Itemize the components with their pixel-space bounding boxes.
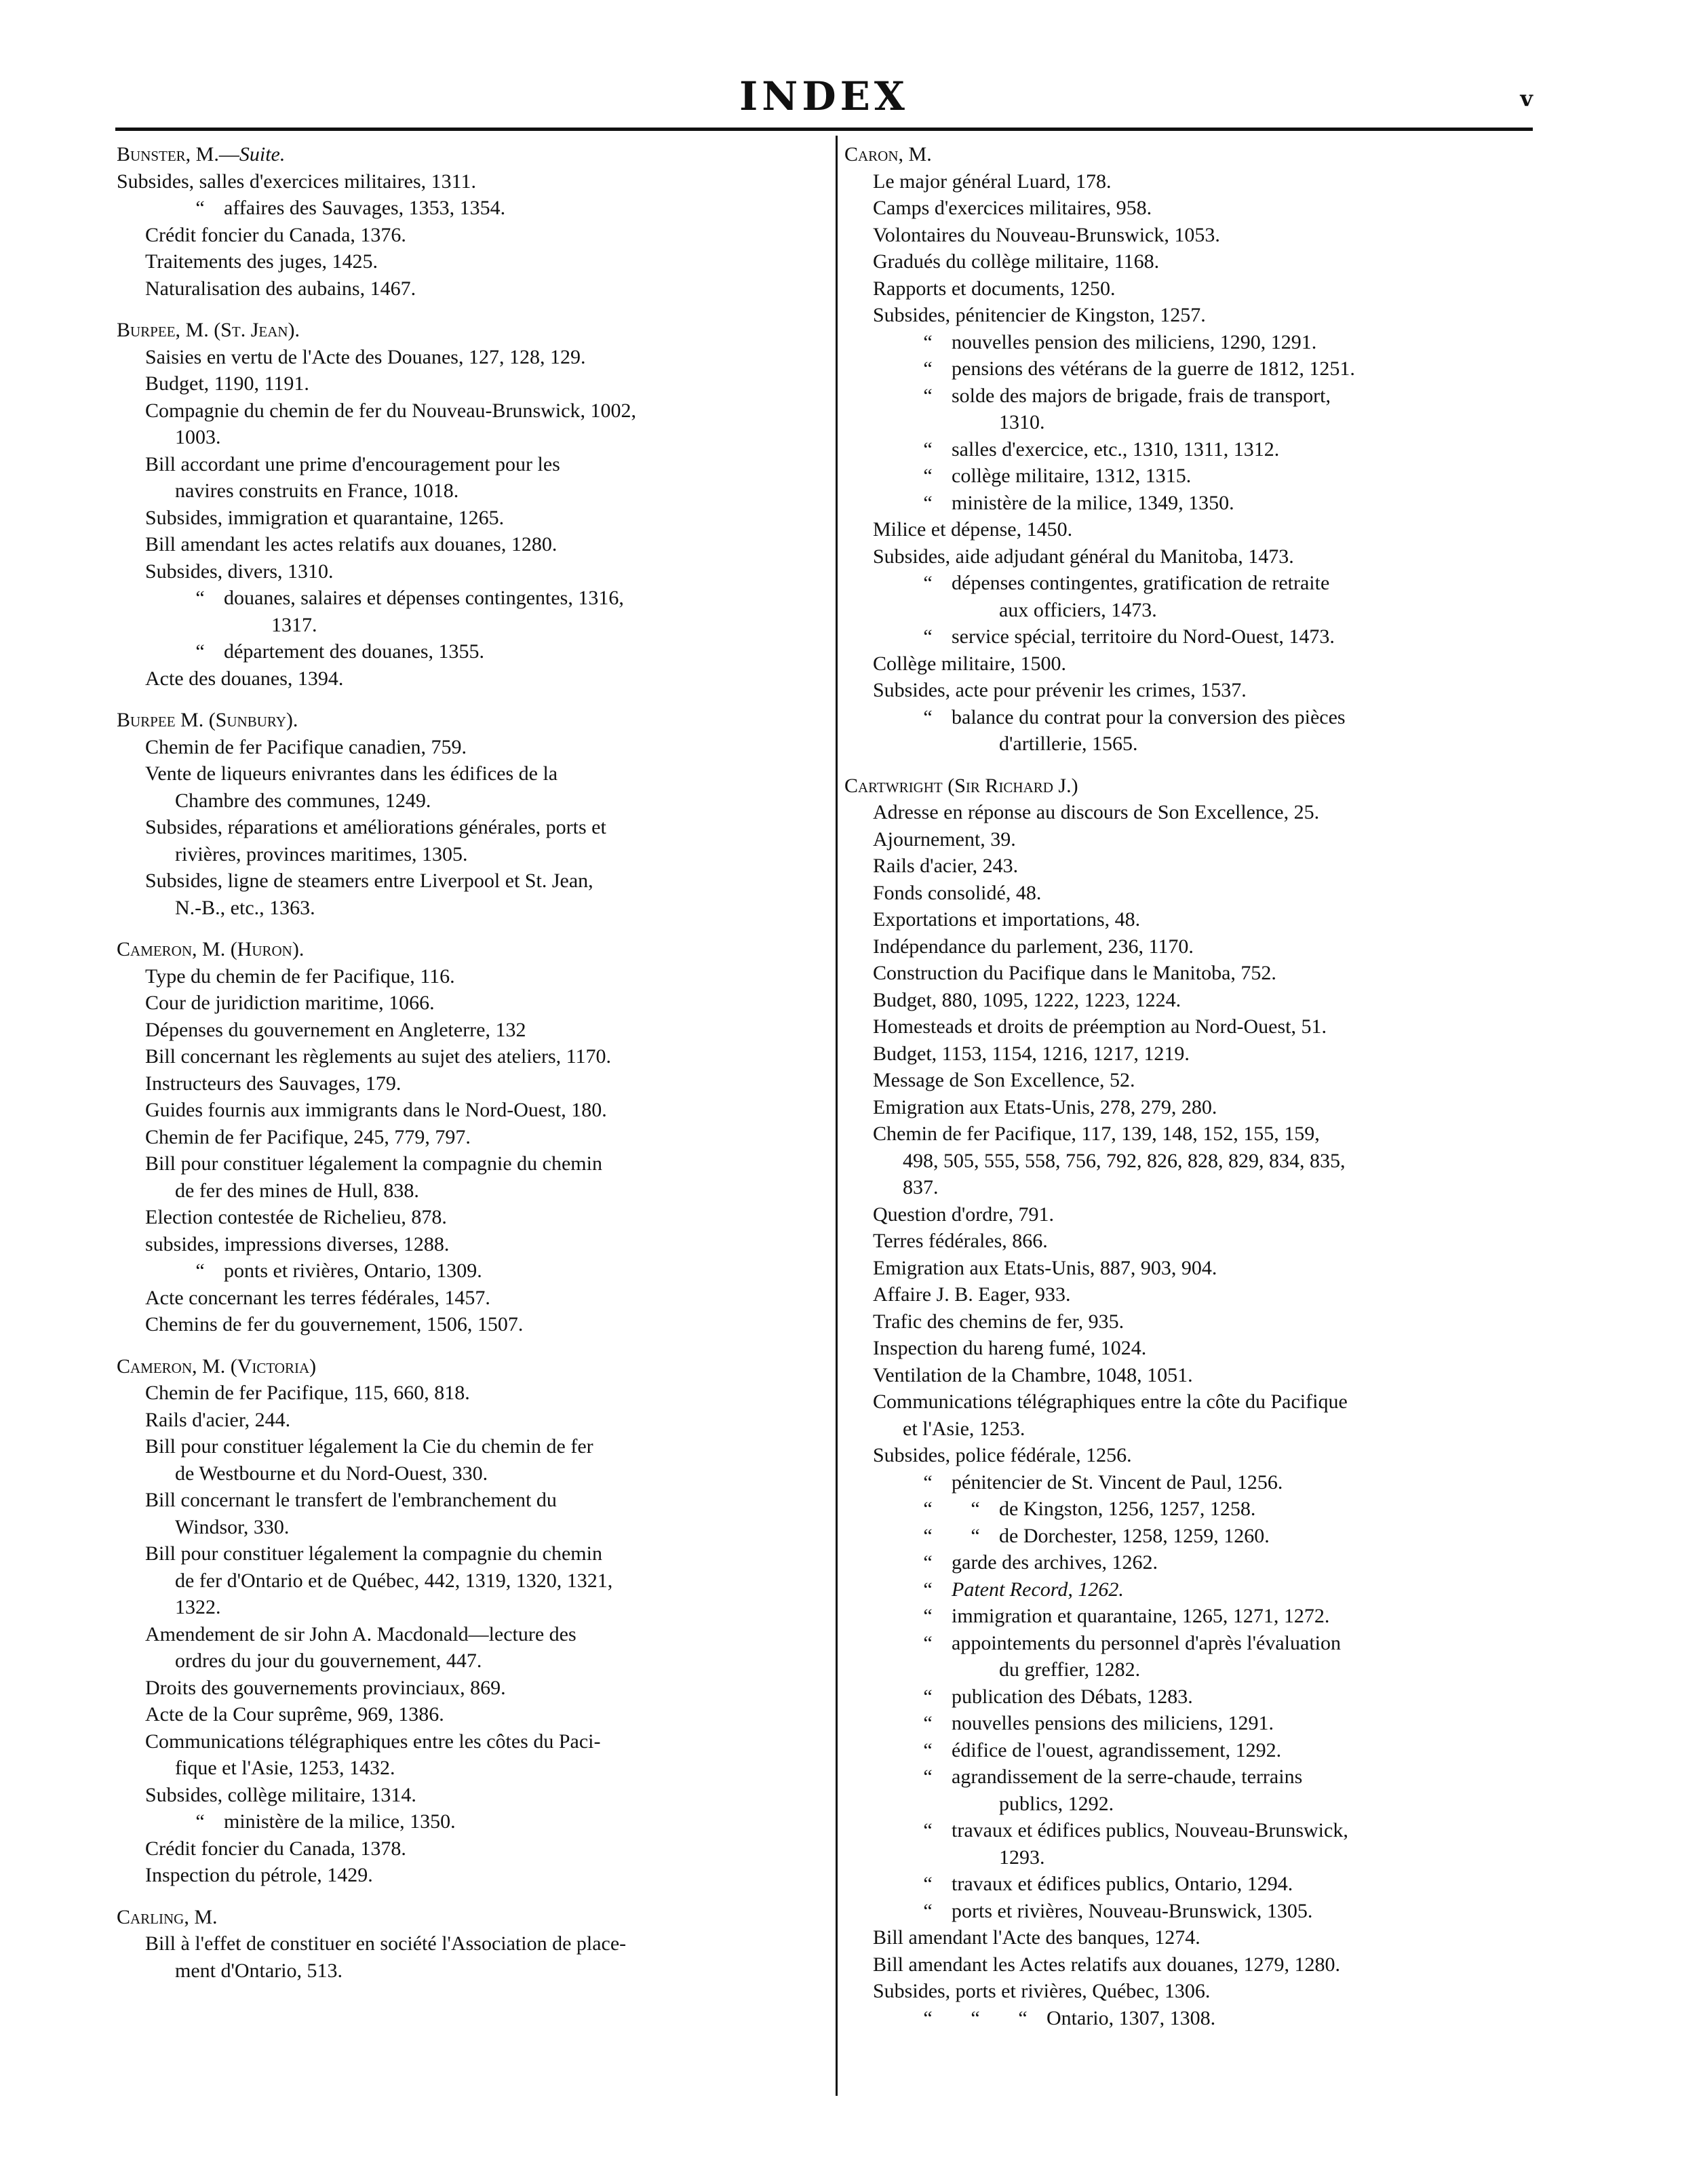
index-line: “ département des douanes, 1355. xyxy=(117,638,815,665)
ditto-mark: “ xyxy=(923,1578,933,1601)
index-line: 1293. xyxy=(999,1846,1045,1869)
index-entry-heading: Bunster, M.—Suite. xyxy=(117,143,286,165)
index-line: Compagnie du chemin de fer du Nouveau-Brunswick, 1002, xyxy=(145,399,636,422)
header-rule xyxy=(115,128,1533,131)
index-line: 498, 505, 555, 558, 756, 792, 826, 828, 829, 834, 835, xyxy=(903,1149,1346,1172)
index-line: Emigration aux Etats-Unis, 887, 903, 904. xyxy=(873,1256,1217,1279)
index-line: Bill concernant le transfert de l'embranchement du xyxy=(145,1489,557,1511)
index-line: Rails d'acier, 244. xyxy=(145,1408,291,1431)
index-line: Collège militaire, 1500. xyxy=(873,652,1066,675)
index-line: Affaire J. B. Eager, 933. xyxy=(873,1283,1071,1306)
page-header xyxy=(115,73,1533,128)
index-line: Bill amendant les Actes relatifs aux douanes, 1279, 1280. xyxy=(873,1953,1341,1976)
index-line: Subsides, ligne de steamers entre Liverpool et St. Jean, xyxy=(145,870,593,892)
ditto-mark: “ xyxy=(923,491,933,514)
index-line: Dépenses du gouvernement en Angleterre, 132 xyxy=(145,1018,526,1041)
index-line: Bill pour constituer légalement la Cie du chemin de fer xyxy=(145,1435,593,1458)
index-entry-heading: Burpee M. (Sunbury). xyxy=(117,709,298,731)
index-line: Communications télégraphiques entre la côte du Pacifique xyxy=(873,1390,1348,1413)
index-entry-heading: Carling, M. xyxy=(117,1905,218,1928)
ditto-mark: “ xyxy=(195,1260,205,1282)
ditto-mark: “ xyxy=(923,625,933,648)
ditto-mark: “ xyxy=(195,587,205,609)
index-line: Acte des douanes, 1394. xyxy=(145,667,344,690)
ditto-mark: “ xyxy=(923,572,933,594)
ditto-mark: “ xyxy=(923,1712,933,1734)
index-line: Vente de liqueurs enivrantes dans les édifices de la xyxy=(145,762,558,785)
page-number: v xyxy=(1520,85,1533,111)
index-line: 1003. xyxy=(175,426,221,448)
index-line: “ pénitencier de St. Vincent de Paul, 1256. xyxy=(844,1469,1543,1496)
ditto-mark: “ xyxy=(923,465,933,487)
index-line: Rapports et documents, 1250. xyxy=(873,277,1116,300)
index-line: Bill accordant une prime d'encouragement pour les xyxy=(145,452,560,475)
index-line: Homesteads et droits de préemption au Nord-Ouest, 51. xyxy=(873,1015,1327,1038)
index-line: “ travaux et édifices publics, Ontario, 1294. xyxy=(844,1871,1543,1898)
index-line: Bill pour constituer légalement la compagnie du chemin xyxy=(145,1542,602,1565)
index-line: Subsides, acte pour prévenir les crimes, 1537. xyxy=(873,679,1247,701)
ditto-mark: “ xyxy=(195,1810,205,1833)
index-line: Adresse en réponse au discours de Son Excellence, 25. xyxy=(873,801,1320,823)
index-line: du greffier, 1282. xyxy=(999,1658,1141,1681)
index-line: Subsides, divers, 1310. xyxy=(145,560,334,583)
ditto-mark: “ xyxy=(195,640,205,663)
ditto-mark: “ xyxy=(923,1899,933,1922)
index-line: Inspection du pétrole, 1429. xyxy=(145,1864,373,1886)
ditto-mark: “ xyxy=(923,705,933,728)
index-line: Traitements des juges, 1425. xyxy=(145,250,378,273)
index-entry-heading: Cameron, M. (Huron). xyxy=(117,938,305,960)
index-line: Question d'ordre, 791. xyxy=(873,1203,1055,1226)
index-line: Budget, 1190, 1191. xyxy=(145,372,309,395)
index-line: Exportations et importations, 48. xyxy=(873,908,1141,931)
index-line: “ “ de Kingston, 1256, 1257, 1258. xyxy=(844,1496,1543,1523)
index-entry xyxy=(117,141,815,302)
index-line: Cour de juridiction maritime, 1066. xyxy=(145,992,435,1014)
index-line: Milice et dépense, 1450. xyxy=(873,518,1073,541)
index-line: Message de Son Excellence, 52. xyxy=(873,1069,1135,1091)
index-line: Chambre des communes, 1249. xyxy=(175,789,431,812)
ditto-mark: “ xyxy=(923,1470,933,1494)
index-line: d'artillerie, 1565. xyxy=(999,733,1138,755)
index-line: 1310. xyxy=(999,411,1045,433)
index-line: publics, 1292. xyxy=(999,1792,1114,1815)
index-entry xyxy=(117,936,815,1338)
index-column-left xyxy=(117,141,815,1999)
index-line: Trafic des chemins de fer, 935. xyxy=(873,1310,1125,1333)
index-line: Subsides, immigration et quarantaine, 1265. xyxy=(145,506,505,529)
index-line: Saisies en vertu de l'Acte des Douanes, 127, 128, 129. xyxy=(145,345,586,368)
ditto-mark: “ xyxy=(923,1551,933,1574)
ditto-mark: “ xyxy=(971,2006,980,2029)
ditto-mark: “ xyxy=(923,1766,933,1788)
index-line: “ ponts et rivières, Ontario, 1309. xyxy=(117,1257,815,1285)
index-line: Chemin de fer Pacifique, 245, 779, 797. xyxy=(145,1125,471,1148)
index-line: Inspection du hareng fumé, 1024. xyxy=(873,1337,1147,1359)
index-line: de fer d'Ontario et de Québec, 442, 1319, 1320, 1321, xyxy=(175,1569,613,1592)
index-entry xyxy=(844,773,1543,2032)
index-line: Fonds consolidé, 48. xyxy=(873,881,1042,904)
index-line: “ balance du contrat pour la conversion des pièces xyxy=(844,704,1543,731)
index-entry xyxy=(117,1904,815,1985)
index-line: “ appointements du personnel d'après l'évaluation xyxy=(844,1630,1543,1657)
index-entry-heading: Caron, M. xyxy=(844,143,932,165)
ditto-mark: “ xyxy=(923,1819,933,1841)
ditto-mark: “ xyxy=(923,1873,933,1895)
index-line: Terres fédérales, 866. xyxy=(873,1230,1048,1252)
index-line: Subsides, pénitencier de Kingston, 1257. xyxy=(873,304,1206,326)
index-line: “ collège militaire, 1312, 1315. xyxy=(844,463,1543,490)
index-line: “ Patent Record, 1262. xyxy=(844,1576,1543,1603)
index-line: Crédit foncier du Canada, 1378. xyxy=(145,1837,406,1860)
index-line: Budget, 1153, 1154, 1216, 1217, 1219. xyxy=(873,1042,1190,1065)
index-line: “ travaux et édifices publics, Nouveau-Brunswick, xyxy=(844,1817,1543,1844)
index-entry xyxy=(844,141,1543,758)
index-line: “ douanes, salaires et dépenses contingentes, 1316, xyxy=(117,585,815,612)
index-line: “ édifice de l'ouest, agrandissement, 1292. xyxy=(844,1737,1543,1764)
ditto-mark: “ xyxy=(971,1524,980,1547)
index-line: Communications télégraphiques entre les côtes du Paci- xyxy=(145,1730,601,1753)
index-line: “ “ de Dorchester, 1258, 1259, 1260. xyxy=(844,1523,1543,1550)
ditto-mark: “ xyxy=(923,1738,933,1761)
index-line: Guides fournis aux immigrants dans le Nord-Ouest, 180. xyxy=(145,1099,607,1121)
index-line: Amendement de sir John A. Macdonald—lecture des xyxy=(145,1622,576,1645)
index-line: Subsides, collège militaire, 1314. xyxy=(145,1783,416,1806)
index-line: “ immigration et quarantaine, 1265, 1271, 1272. xyxy=(844,1603,1543,1630)
index-entry-heading: Cartwright (Sir Richard J.) xyxy=(844,774,1078,797)
index-line: Emigration aux Etats-Unis, 278, 279, 280. xyxy=(873,1095,1217,1118)
index-line: Subsides, ports et rivières, Québec, 1306. xyxy=(873,1980,1211,2002)
index-line: subsides, impressions diverses, 1288. xyxy=(145,1232,450,1255)
index-line: “ nouvelles pensions des miliciens, 1291. xyxy=(844,1710,1543,1737)
index-line: ordres du jour du gouvernement, 447. xyxy=(175,1650,482,1672)
index-line: “ agrandissement de la serre-chaude, terrains xyxy=(844,1763,1543,1791)
index-line: rivières, provinces maritimes, 1305. xyxy=(175,842,468,865)
index-line: Indépendance du parlement, 236, 1170. xyxy=(873,935,1194,958)
index-line: Instructeurs des Sauvages, 179. xyxy=(145,1072,402,1095)
index-entry xyxy=(117,317,815,692)
index-line: de fer des mines de Hull, 838. xyxy=(175,1179,419,1202)
index-line: “ ministère de la milice, 1349, 1350. xyxy=(844,490,1543,517)
ditto-mark: “ xyxy=(923,330,933,353)
ditto-mark: “ xyxy=(923,357,933,380)
index-line: “ ports et rivières, Nouveau-Brunswick, 1305. xyxy=(844,1898,1543,1925)
index-line: Bill amendant les actes relatifs aux douanes, 1280. xyxy=(145,533,558,555)
index-line: “ ministère de la milice, 1350. xyxy=(117,1808,815,1835)
index-entry-heading: Cameron, M. (Victoria) xyxy=(117,1354,317,1378)
index-line: Droits des gouvernements provinciaux, 869. xyxy=(145,1676,506,1699)
index-line: Bill concernant les règlements au sujet des ateliers, 1170. xyxy=(145,1045,612,1068)
index-line: “ affaires des Sauvages, 1353, 1354. xyxy=(117,195,815,222)
index-line: Bill amendant l'Acte des banques, 1274. xyxy=(873,1926,1200,1949)
index-line: “ service spécial, territoire du Nord-Ouest, 1473. xyxy=(844,623,1543,650)
index-line: Chemin de fer Pacifique, 115, 660, 818. xyxy=(145,1382,470,1404)
index-line: “ dépenses contingentes, gratification de retraite xyxy=(844,570,1543,597)
column-divider xyxy=(836,136,838,2096)
index-line: Bill à l'effet de constituer en société l'Association de place- xyxy=(145,1932,627,1955)
ditto-mark: “ xyxy=(923,437,933,461)
index-line: Chemin de fer Pacifique, 117, 139, 148, 152, 155, 159, xyxy=(873,1123,1320,1145)
ditto-mark: “ xyxy=(923,2006,933,2029)
index-entry xyxy=(117,707,815,921)
ditto-mark: “ xyxy=(923,1498,933,1520)
index-line: Rails d'acier, 243. xyxy=(873,855,1019,877)
index-line: fique et l'Asie, 1253, 1432. xyxy=(175,1757,395,1779)
ditto-mark: “ xyxy=(923,1685,933,1708)
index-line: et l'Asie, 1253. xyxy=(903,1417,1025,1440)
index-line: Naturalisation des aubains, 1467. xyxy=(145,277,416,300)
index-line: “ garde des archives, 1262. xyxy=(844,1549,1543,1576)
index-line: navires construits en France, 1018. xyxy=(175,480,459,502)
index-line: Acte de la Cour suprême, 969, 1386. xyxy=(145,1703,444,1725)
index-line: 837. xyxy=(903,1176,939,1198)
index-line: “ salles d'exercice, etc., 1310, 1311, 1312. xyxy=(844,436,1543,463)
index-line: Acte concernant les terres fédérales, 1457. xyxy=(145,1286,490,1309)
index-line: Construction du Pacifique dans le Manitoba, 752. xyxy=(873,962,1276,984)
index-line: “ “ “ Ontario, 1307, 1308. xyxy=(844,2005,1543,2032)
ditto-mark: “ xyxy=(923,1605,933,1627)
index-line: “ pensions des vétérans de la guerre de 1812, 1251. xyxy=(844,355,1543,383)
ditto-mark: “ xyxy=(923,384,933,407)
index-line: Subsides, aide adjudant général du Manitoba, 1473. xyxy=(873,545,1294,568)
index-line: de Westbourne et du Nord-Ouest, 330. xyxy=(175,1462,488,1485)
ditto-mark: “ xyxy=(923,1524,933,1547)
index-line: Type du chemin de fer Pacifique, 116. xyxy=(145,964,455,988)
index-line: Le major général Luard, 178. xyxy=(873,170,1112,193)
index-entry xyxy=(117,1353,815,1889)
index-line: Subsides, police fédérale, 1256. xyxy=(873,1444,1132,1466)
index-line: Crédit foncier du Canada, 1376. xyxy=(145,223,406,246)
index-line: ment d'Ontario, 513. xyxy=(175,1959,343,1982)
index-line: Volontaires du Nouveau-Brunswick, 1053. xyxy=(873,223,1220,246)
index-column-right xyxy=(844,141,1543,2046)
index-line: “ solde des majors de brigade, frais de transport, xyxy=(844,383,1543,410)
index-line: Windsor, 330. xyxy=(175,1515,290,1538)
index-line: “ nouvelles pension des miliciens, 1290, 1291. xyxy=(844,329,1543,356)
index-line: Chemin de fer Pacifique canadien, 759. xyxy=(145,735,467,758)
index-line: N.-B., etc., 1363. xyxy=(175,896,315,919)
index-line: aux officiers, 1473. xyxy=(999,598,1157,621)
index-line: Subsides, salles d'exercices militaires, 1311. xyxy=(117,170,477,193)
index-line: Election contestée de Richelieu, 878. xyxy=(145,1206,447,1228)
index-line: Bill pour constituer légalement la compagnie du chemin xyxy=(145,1152,602,1175)
index-entry-heading: Burpee, M. (St. Jean). xyxy=(117,319,300,341)
ditto-mark: “ xyxy=(1018,2006,1028,2029)
index-line: Chemins de fer du gouvernement, 1506, 1507. xyxy=(145,1313,524,1335)
index-line: Camps d'exercices militaires, 958. xyxy=(873,197,1152,219)
index-line: Budget, 880, 1095, 1222, 1223, 1224. xyxy=(873,988,1181,1011)
ditto-mark: “ xyxy=(195,197,205,219)
index-line: Subsides, réparations et améliorations générales, ports et xyxy=(145,816,606,838)
index-line: 1317. xyxy=(271,613,317,636)
ditto-mark: “ xyxy=(971,1498,980,1520)
ditto-mark: “ xyxy=(923,1631,933,1654)
index-line: Ventilation de la Chambre, 1048, 1051. xyxy=(873,1363,1193,1386)
index-line: 1322. xyxy=(175,1596,221,1618)
page-title: INDEX xyxy=(739,73,909,119)
index-line: Ajournement, 39. xyxy=(873,827,1016,851)
index-line: “ publication des Débats, 1283. xyxy=(844,1683,1543,1711)
index-line: Gradués du collège militaire, 1168. xyxy=(873,250,1160,273)
